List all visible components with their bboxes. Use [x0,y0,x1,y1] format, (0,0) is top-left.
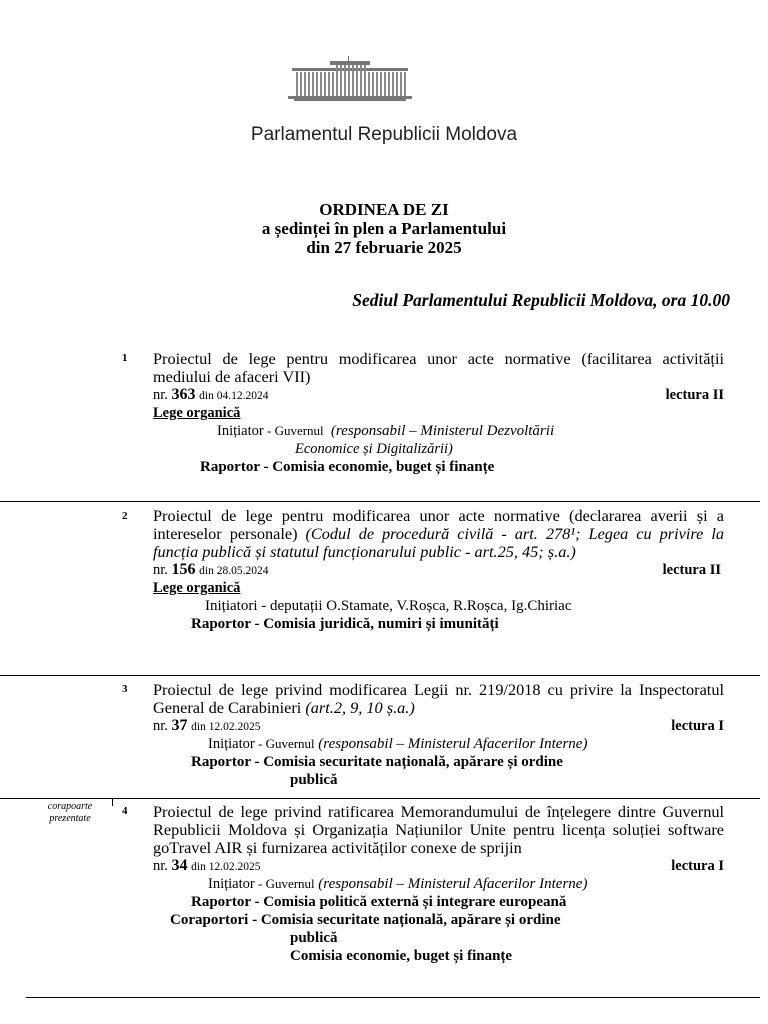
agenda-item-2 [153,507,724,633]
item-nr-value: 156 [171,561,196,578]
item-nr-value: 363 [171,386,196,403]
item-number-line: nr. 156 din 28.05.2024 lectura II [153,561,721,578]
rapporteur-line: Raportor - Comisia securitate națională, apărare și ordine [191,754,563,770]
venue-line: Sediul Parlamentului Republicii Moldova, ora 10.00 [352,290,730,310]
law-type: Lege organică [153,580,241,596]
responsible-line-2: Economice și Digitalizării) [295,441,453,457]
item-date: din 04.12.2024 [199,390,269,402]
initiator-line: Inițiator - Guvernul (responsabil – Ministerul Dezvoltării [217,423,555,439]
separator-line [0,675,760,676]
item-nr-value: 37 [171,717,188,734]
item-number: 1 [122,352,128,364]
agenda-subtitle-1: a ședinței în plen a Parlamentului [261,219,507,238]
law-type: Lege organică [153,405,241,421]
agenda-subtitle-2: din 27 februarie 2025 [306,238,462,257]
item-number-line: nr. 37 din 12.02.2025 lectura I [153,717,724,734]
corapporteur-line: Coraportori - Comisia securitate națională, apărare și ordine [170,912,561,928]
item-title: Proiectul de lege pentru modificarea unor acte normative (facilitarea activității mediului de afaceri VII) [153,349,724,386]
agenda-item-1 [153,350,724,476]
rapporteur-line: Raportor - Comisia economie, buget și finanțe [200,459,495,475]
rapporteur-line: Raportor - Comisia politică externă și integrare europeană [191,894,567,910]
item-number: 3 [122,683,128,695]
initiator-line: Inițiator - Guvernul (responsabil – Ministerul Afacerilor Interne) [208,876,588,892]
item-number-line: nr. 34 din 12.02.2025 lectura I [153,857,724,874]
parliament-building-logo [288,56,412,102]
item-number: 2 [122,510,128,522]
item-reading: lectura I [671,718,724,734]
item-title: Proiectul de lege pentru modificarea unor acte normative (declararea averii și a intereselor personale) (Codul de procedură civilă - art. 278¹; Legea cu privire la funcția publică și statutul funcționarului public - art.25, 45; ș.a.) [153,506,724,561]
separator-line [26,997,760,998]
corapporteur-line-3: Comisia economie, buget și finanțe [290,948,513,964]
separator-line [0,798,760,799]
org-name: Parlamentul Republicii Moldova [250,124,518,145]
item-nr-value: 34 [171,857,188,874]
item-date: din 12.02.2025 [191,861,261,873]
item-reading: lectura II [665,387,724,403]
side-note: corapoarte prezentate [47,801,93,824]
item-title: Proiectul de lege privind ratificarea Memorandumului de înțelegere dintre Guvernul Republicii Moldova și Organizația Națiunilor Unite pentru licența soluției software goTravel AIR și furnizarea activităților conexe de sprijin [153,802,724,857]
initiator-line: Inițiatori - deputații O.Stamate, V.Roșca, R.Roșca, Ig.Chiriac [205,598,572,614]
item-number-line: nr. 363 din 04.12.2024 lectura II [153,386,724,403]
agenda-item-4 [153,803,724,965]
item-number: 4 [122,805,128,817]
initiator-line: Inițiator - Guvernul (responsabil – Ministerul Afacerilor Interne) [208,736,588,752]
agenda-heading [0,200,768,257]
agenda-item-3 [153,681,724,789]
column-divider [112,798,113,806]
rapporteur-line: Raportor - Comisia juridică, numiri și imunități [191,616,499,632]
corapporteur-line-2: publică [290,930,338,946]
rapporteur-line-2: publică [290,772,338,788]
separator-line [0,501,760,502]
item-reading: lectura II [662,562,721,578]
item-date: din 28.05.2024 [199,565,269,577]
agenda-title: ORDINEA DE ZI [319,200,449,219]
item-title: Proiectul de lege privind modificarea Legii nr. 219/2018 cu privire la Inspectoratul General de Carabinieri (art.2, 9, 10 ș.a.) [153,680,724,717]
item-reading: lectura I [671,858,724,874]
item-date: din 12.02.2025 [191,721,261,733]
